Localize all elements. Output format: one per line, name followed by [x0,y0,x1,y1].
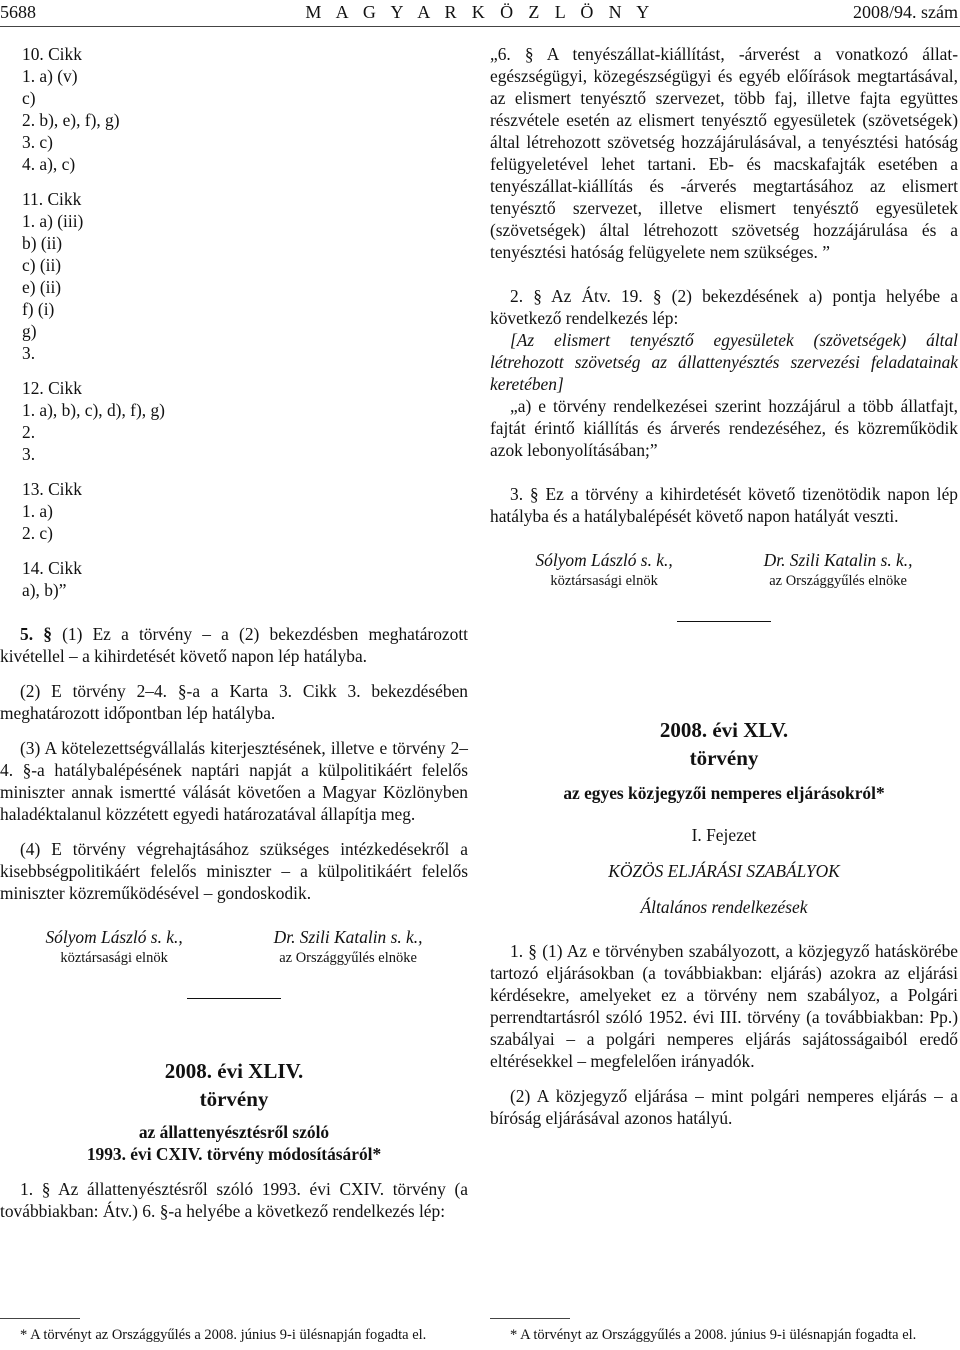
section-1-para-2: (2) A közjegyző eljárása – mint polgári nemperes eljárás – a bíróság eljárásával azonos hatályú. [490,1086,958,1128]
list-item: c) [22,88,36,108]
list-item: 3. c) [22,132,53,152]
section-title-text: Általános rendelkezések [640,897,808,917]
list-item: 3. [22,343,36,363]
article-list [0,43,468,601]
chapter-title-text: KÖZÖS ELJÁRÁSI SZABÁLYOK [608,861,840,881]
signatory-name: Dr. Szili Katalin s. k., [273,927,423,947]
list-item: 11. Cikk [22,189,82,209]
section-title [490,896,958,918]
list-item: 1. a) [22,501,53,521]
law-subject-line-2: 1993. évi CXIV. törvény módosításáról* [86,1144,382,1164]
list-item: 4. a), c) [22,154,76,174]
section-1-para-1: 1. § (1) Az e törvényben szabályozott, a közjegyző hatáskörébe tartozó eljárásokban (a továbbiakban: eljárás) azokra az eljárási kérdésekre, amelyeket ez a törvény nem szabályoz, a Polgári perrendtartásról szóló 1952. évi III. törvény (a továbbiakban: Pp.) szabályai – a polgári nemperes eljárás sajátosságaiból eredő eltérésekkel – megfelelően irányadók. [490,941,958,1071]
list-item: 1. a), b), c), d), f), g) [22,400,165,420]
signature-president [45,926,182,968]
list-item: 1. a) (v) [22,66,78,86]
section-1-para: 1. § Az állattenyésztésről szóló 1993. évi CXIV. törvény (a továbbiakban: Átv.) 6. §-a helyébe a következő rendelkezés lép: [0,1179,468,1221]
law-number: 2008. évi XLV. [659,718,789,742]
signatory-name: Dr. Szili Katalin s. k., [763,550,913,570]
quoted-section-6: „6. § A tenyészállat-kiállítást, -árverést a vonatkozó állat-egészségügyi, közegészségügyi és egyéb előírások megtartásával, az elismert tenyésztő szervezet, több faj, illetve fajta együttes részvétele esetén az elismert tenyésztő egyesületek (szövetségek) által létrehozott szövetség hozzájárulásával, a tenyésztési hatóság felügyeletével lehet tartani. Eb- és macskafajták esetében a tenyészállat-kiállítás és -árverés megtartásához az elismert tenyésztő szervezet, illetve elismert tenyésztő egyesületek (szövetségek) által létrehozott szövetség hozzájárulása és a tenyésztési hatóság felügyelete nem szükséges. ” [490,44,958,262]
list-item: 2. c) [22,523,53,543]
list-item: 14. Cikk [22,558,82,578]
journal-title: M A G Y A R K Ö Z L Ö N Y [305,2,655,22]
signatory-role: köztársasági elnök [550,573,658,589]
list-item: 10. Cikk [22,44,82,64]
signature-president [535,549,672,591]
issue-number: 2008/94. szám [853,2,958,22]
footnote-rule [0,1318,80,1319]
signature-block [490,549,958,591]
signature-speaker [764,549,913,591]
page-header [0,0,960,27]
signatory-role: az Országgyűlés elnöke [769,573,907,589]
section-5-para-4: (4) E törvény végrehajtásához szükséges intézkedésekről a kisebbségpolitikáért felelős miniszter – a külpolitikáért felelős miniszter közreműködésével – gondoskodik. [0,839,468,903]
list-item: f) (i) [22,299,55,319]
law-subject-line-1: az állattenyésztésről szóló [138,1122,330,1142]
chapter-title [490,860,958,882]
section-3-para: 3. § Ez a törvény a kihirdetését követő tizenötödik napon lép hatályba és a hatálybalépését követő napon hatályát veszti. [490,484,958,526]
page-number: 5688 [0,2,36,22]
signature-speaker [274,926,423,968]
footnote-rule [490,1318,570,1319]
section-2-italic [490,329,958,395]
signatory-name: Sólyom László s. k., [45,927,183,947]
list-item: g) [22,321,37,341]
list-item: 1. a) (iii) [22,211,84,231]
paragraph-text: (1) Ez a törvény – a (2) bekezdésben meghatározott kivétellel – a kihirdetését követő napon lép hatályba. [0,624,468,666]
list-item: b) (ii) [22,233,63,253]
law-subject: az egyes közjegyzői nemperes eljárásokról* [563,783,885,803]
left-column [0,43,468,1222]
list-item: e) (ii) [22,277,62,297]
law-word: törvény [199,1087,269,1111]
list-item: a), b)” [22,580,67,600]
list-item: 13. Cikk [22,479,82,499]
section-number: 5. § [20,624,52,644]
section-5-para-3: (3) A kötelezettségvállalás kiterjesztésének, illetve e törvény 2–4. §-a hatálybalépésének naptári napját a külpolitikáért felelős miniszter annak ismertté válását követően a Magyar Közlönyben haladéktalanul közzétett egyedi határozatával állapítja meg. [0,738,468,824]
list-item: 2. [22,422,36,442]
signatory-role: az Országgyűlés elnöke [279,950,417,966]
section-5-para-2: (2) E törvény 2–4. §-a a Karta 3. Cikk 3. bekezdésében meghatározott időpontban lép hatályba. [0,681,468,723]
right-column [490,43,958,1129]
law-word: törvény [689,746,759,770]
signatory-name: Sólyom László s. k., [535,550,673,570]
signature-block [0,926,468,968]
section-5-para-1 [0,623,468,667]
footnote: * A törvényt az Országgyűlés a 2008. június 9-i ülésnapján fogadta el. [510,1327,917,1343]
list-item: 12. Cikk [22,378,82,398]
section-2-quote: „a) e törvény rendelkezései szerint hozzájárul a több állatfajt, fajtát érintő kiállítás és árverés rendezéséhez, és közreműködik azok lebonyolításában;” [490,396,958,460]
footnote: * A törvényt az Országgyűlés a 2008. június 9-i ülésnapján fogadta el. [20,1327,427,1343]
list-item: c) (ii) [22,255,62,275]
list-item: 3. [22,444,36,464]
chapter-number: I. Fejezet [691,825,757,845]
signatory-role: köztársasági elnök [60,950,168,966]
law-number: 2008. évi XLIV. [164,1059,304,1083]
section-2-para: 2. § Az Átv. 19. § (2) bekezdésének a) pontja helyébe a következő rendelkezés lép: [490,286,958,328]
italic-text: [Az elismert tenyésztő egyesületek (szövetségek) által létrehozott szövetség az állattenyésztés szervezési feladatainak keretében] [490,330,958,394]
list-item: 2. b), e), f), g) [22,110,120,130]
